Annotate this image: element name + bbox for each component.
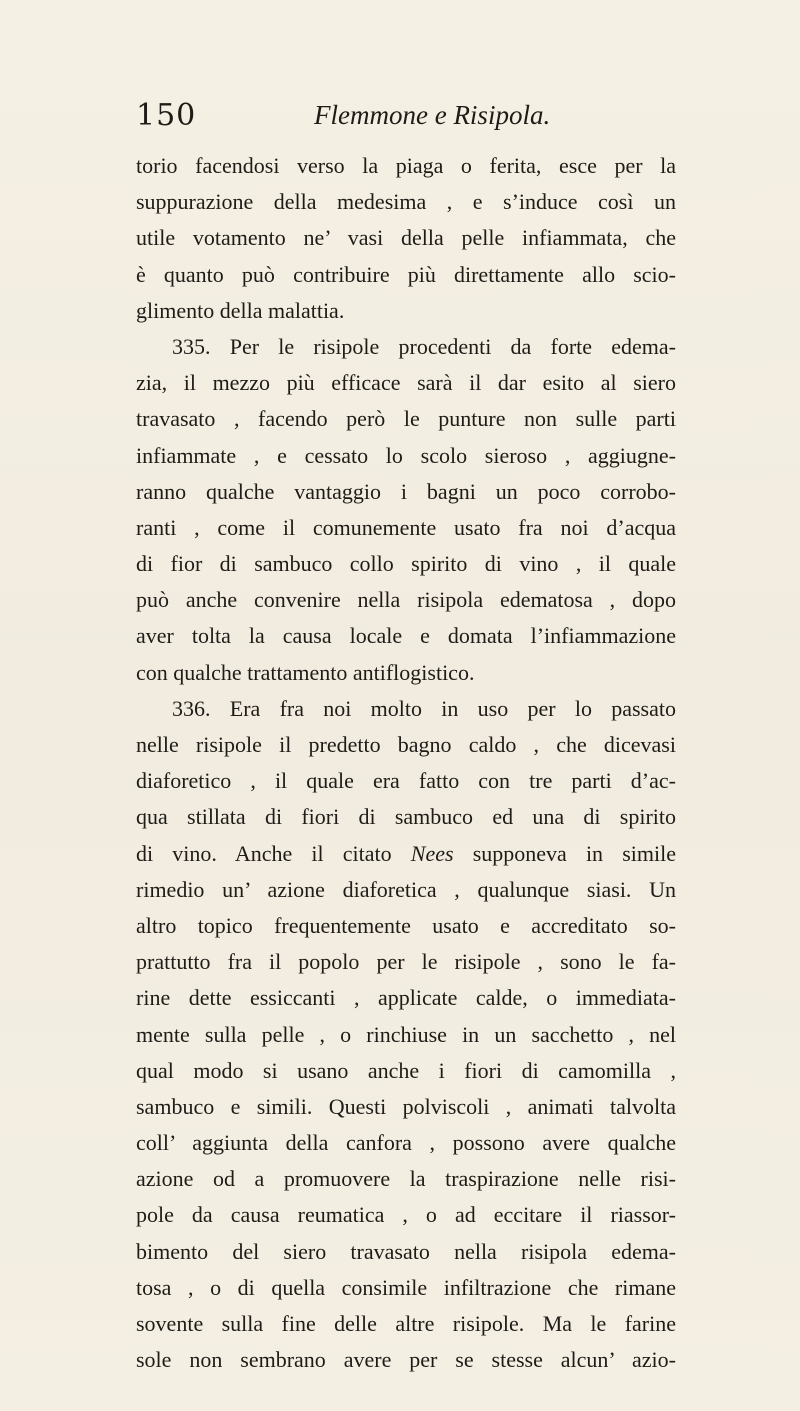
page-number: 150 — [136, 98, 197, 133]
body-text — [136, 148, 676, 1378]
text-line: può anche convenire nella risipola edematosa , dopo — [136, 587, 676, 613]
text-line: travasato , facendo però le punture non sulle parti — [136, 406, 676, 432]
text-line: 335. Per le risipole procedenti da forte edema- — [172, 333, 676, 359]
text-line: suppurazione della medesima , e s’induce così un — [136, 189, 676, 215]
text-line: sovente sulla fine delle altre risipole. Ma le farine — [136, 1311, 676, 1336]
text-line: bimento del siero travasato nella risipola edema- — [136, 1238, 676, 1264]
text-line: di vino. Anche il citato Nees supponeva in simile — [136, 840, 676, 866]
text-line: azione od a promuovere la traspirazione nelle risi- — [136, 1166, 676, 1192]
text-line: 336. Era fra noi molto in uso per lo passato — [172, 695, 676, 721]
text-line: è quanto può contribuire più direttamente allo scio- — [136, 261, 676, 287]
text-line: rimedio un’ azione diaforetica , qualunque siasi. Un — [136, 876, 676, 902]
cited-author: Nees — [410, 840, 454, 866]
text-line: qual modo si usano anche i fiori di camomilla , — [136, 1057, 676, 1083]
text-line: zia, il mezzo più efficace sarà il dar esito al siero — [136, 370, 676, 396]
text-line: infiammate , e cessato lo scolo sieroso , aggiugne- — [136, 442, 676, 468]
text-line: utile votamento ne’ vasi della pelle infiammata, che — [136, 225, 676, 251]
text-line: pole da causa reumatica , o ad eccitare il riassor- — [136, 1202, 676, 1228]
text-line: glimento della malattia. — [136, 297, 345, 323]
text-line: altro topico frequentemente usato e accreditato so- — [136, 912, 676, 938]
text-line: qua stillata di fiori di sambuco ed una di spirito — [136, 804, 676, 830]
text-line: nelle risipole il predetto bagno caldo , che dicevasi — [136, 732, 676, 757]
text-line: di fior di sambuco collo spirito di vino , il quale — [136, 551, 676, 577]
text-line: con qualche trattamento antiflogistico. — [136, 659, 475, 685]
text-line: sole non sembrano avere per se stesse alcun’ azio- — [136, 1347, 676, 1373]
text-line: tosa , o di quella consimile infiltrazione che rimane — [136, 1274, 676, 1300]
text-line: ranti , come il comunemente usato fra noi d’acqua — [136, 514, 676, 540]
text-line: torio facendosi verso la piaga o ferita, esce per la — [136, 153, 676, 178]
text-line: sambuco e simili. Questi polviscoli , animati talvolta — [136, 1093, 676, 1119]
text-line: prattutto fra il popolo per le risipole , sono le fa- — [136, 949, 676, 975]
text-line: mente sulla pelle , o rinchiuse in un sacchetto , nel — [136, 1021, 676, 1047]
running-title: Flemmone e Risipola. — [314, 100, 551, 130]
text-line: ranno qualche vantaggio i bagni un poco corrobo- — [136, 478, 676, 504]
text-line: diaforetico , il quale era fatto con tre parti d’ac- — [136, 768, 676, 794]
text-line: coll’ aggiunta della canfora , possono avere qualche — [136, 1130, 676, 1156]
text-line: aver tolta la causa locale e domata l’infiammazione — [136, 623, 676, 649]
text-line: rine dette essiccanti , applicate calde, o immediata- — [136, 985, 676, 1011]
page-header — [136, 98, 676, 138]
